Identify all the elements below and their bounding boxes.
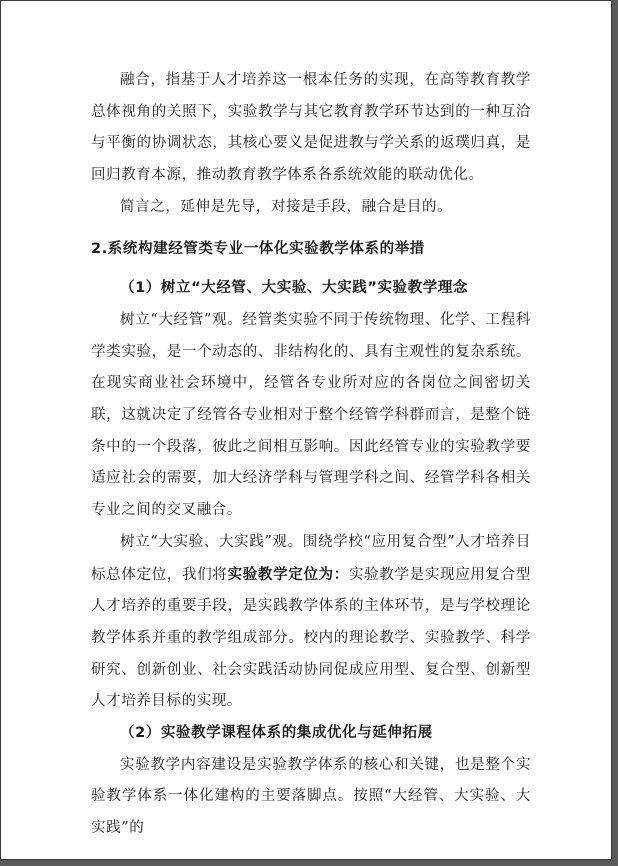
paragraph-fusion: 融合，指基于人才培养这一根本任务的实现，在高等教育教学总体视角的关照下，实验教学与其它教育教学环节达到的一种互洽与平衡的协调状态，其核心要义是促进教与学关系的返璞归真，是回归教育本源，推动教育教学体系各系统效能的联动优化。 — [91, 72, 531, 184]
paragraph-course-system: 实验教学内容建设是实验教学体系的核心和关键，也是整个实验教学体系一体化建构的主要落脚点。按照“大经管、大实验、大实践”的 — [91, 756, 531, 837]
paragraph-summary: 简言之，延伸是先导，对接是手段，融合是目的。 — [120, 198, 453, 215]
subsection-heading-2: （2）实验教学课程体系的集成优化与延伸拓展 — [120, 725, 433, 742]
section-heading-2: 2.系统构建经管类专业一体化实验教学体系的举措 — [91, 240, 425, 257]
document-body — [91, 65, 531, 845]
subsection-heading-1: （1）树立“大经管、大实验、大实践”实验教学理念 — [120, 280, 469, 297]
paragraph-big-experiment-post: 实验教学是实现应用复合型人才培养的重要手段，是实践教学体系的主体环节，是与学校理论教学体系并重的教学组成部分。校内的理论教学、实验教学、科学研究、创新创业、社会实践活动协同促成应用型、复合型、创新型人才培养目标的实现。 — [91, 566, 531, 710]
paragraph-big-experiment-pre: 树立“大实验、大实践”观。围绕学校“应用复合型”人才培养目标总体定位，我们将 — [91, 533, 531, 583]
paragraph-big-management: 树立“大经管”观。经管类实验不同于传统物理、化学、工程科学类实验，是一个动态的、非结构化的、具有主观性的复杂系统。在现实商业社会环境中，经管各专业所对应的各岗位之间密切关联，这就决定了经管各专业相对于整个经管学科群而言，是整个链条中的一个段落，彼此之间相互影响。因此经管专业的实验教学要适应社会的需要，加大经济学科与管理学科之间、经管学科各相关专业之间的交叉融合。 — [91, 311, 531, 519]
paragraph-big-experiment-bold: 实验教学定位为： — [227, 565, 349, 583]
paragraph-big-experiment — [91, 527, 531, 718]
